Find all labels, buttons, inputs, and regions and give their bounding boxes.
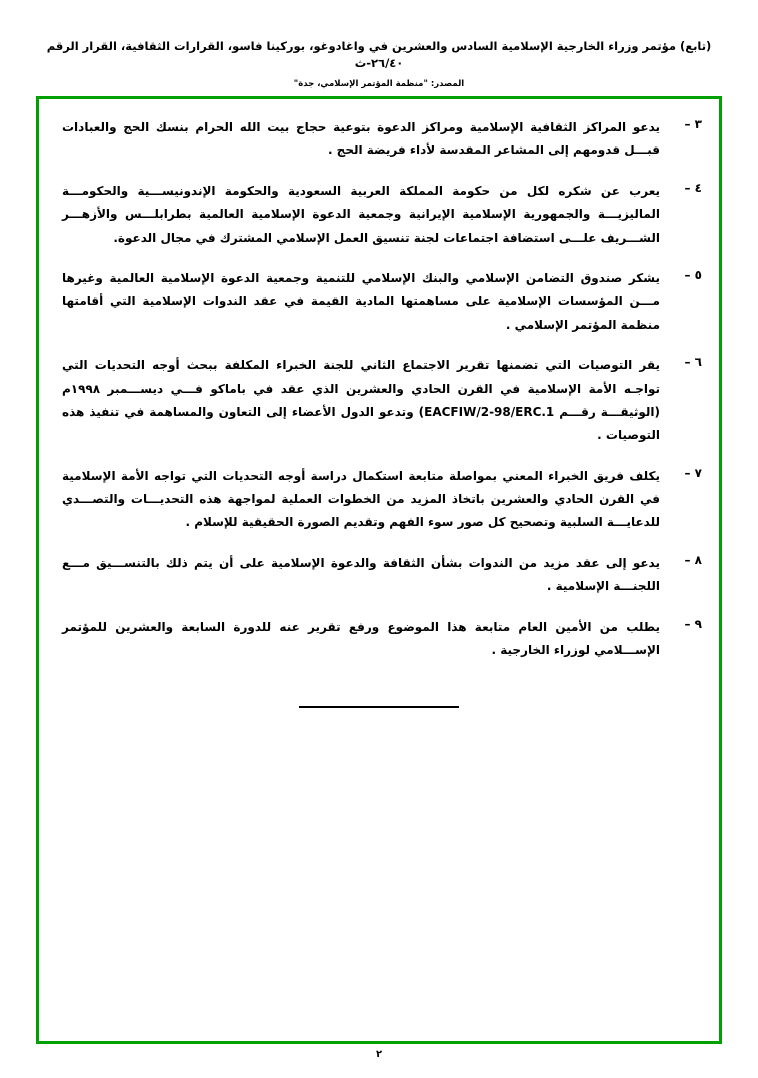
clause-item xyxy=(56,465,702,535)
page-number: ٢ xyxy=(375,1049,383,1060)
page-footer xyxy=(0,1049,758,1060)
clause-text: يدعو إلى عقد مزيد من الندوات بشأن الثقافة والدعوة الإسلامية على أن يتم ذلك بالتنســـيق مـــع اللجنـــة الإسلامية . xyxy=(62,555,660,594)
clause-item xyxy=(56,267,702,337)
horizontal-rule xyxy=(299,706,459,708)
clause-item xyxy=(56,552,702,599)
clause-text: يعرب عن شكره لكل من حكومة المملكة العربية السعودية والحكومة الإندونيســـية والحكومـــة الماليزيـــة والجمهورية الإسلامية الإيرانية وجمعية الدعوة الإسلامية العالمية بطرابلـــس والأزهـــر الشـــريف علـــى استضافة اجتماعات لجنة تنسيق العمل الإسلامي المشترك في مجال الدعوة. xyxy=(62,183,660,245)
page-header xyxy=(40,38,718,89)
clause-item xyxy=(56,180,702,250)
clause-text: يكلف فريق الخبراء المعني بمواصلة متابعة استكمال دراسة أوجه التحديات التي تواجه الأمة الإسلامية في القرن الحادي والعشرين باتخاذ المزيد من الخطوات العملية لمواجهة هذه التحديـــات والتصـــدي للدعايـــة السلبية وتصحيح كل صور سوء الفهم وتقديم الصورة الحقيقية للإسلام . xyxy=(62,468,660,530)
clause-number: ٧ – xyxy=(684,465,702,480)
clause-text-mixed xyxy=(56,354,660,448)
clause-item xyxy=(56,116,702,163)
clause-number: ٥ – xyxy=(684,267,702,282)
clause-text: يدعو المراكز الثقافية الإسلامية ومراكز الدعوة بتوعية حجاج بيت الله الحرام بنسك الحج والعبادات قبـــل قدومهم إلى المشاعر المقدسة لأداء فريضة الحج . xyxy=(62,120,660,158)
clause-text-before: يقر التوصيات التي تضمنها تقرير الاجتماع الثاني للجنة الخبراء المكلفة ببحث أوجه التحديات التي تواجـه الأمة الإسلامية في القرن الحادي والعشرين الذي عقد في باماكو فـــي ديســـمبر ١٩٩٨م (الوثيقـــة رقـــم xyxy=(62,358,661,419)
clause-text-after: ) وتدعو الدول الأعضاء إلى التعاون والمساهمة في تنفيذ هذه التوصيات . xyxy=(62,404,660,443)
clause-text: يطلب من الأمين العام متابعة هذا الموضوع ورفع تقرير عنه للدورة السابعة والعشرين للمؤتمر الإســـلامي لوزراء الخارجية . xyxy=(62,619,660,658)
clause-number: ٦ – xyxy=(684,355,702,370)
header-title: (تابع) مؤتمر وزراء الخارجية الإسلامية السادس والعشرين في واغادوغو، بوركينا فاسو، القرارات الثقافية، القرار الرقم ٢٦/٤٠-ث xyxy=(46,39,712,71)
clause-text: يشكر صندوق التضامن الإسلامي والبنك الإسلامي للتنمية وجمعية الدعوة الإسلامية العالمية وغيرها مـــن المؤسسات الإسلامية على مساهمتها المادية القيمة في عقد الندوات الإسلامية التي أقامتها منظمة المؤتمر الإسلامي . xyxy=(62,270,660,332)
document-body xyxy=(56,116,702,708)
clause-number: ٩ – xyxy=(684,616,702,631)
header-source: المصدر: "منظمة المؤتمر الإسلامي، جدة" xyxy=(293,78,465,89)
clause-number: ٨ – xyxy=(684,552,702,567)
clause-item xyxy=(56,616,702,663)
clause-item xyxy=(56,354,702,448)
clause-number: ٤ – xyxy=(684,180,702,195)
document-reference-code: EACFIW/2-98/ERC.1 xyxy=(424,404,555,419)
section-separator xyxy=(56,706,702,708)
clause-number: ٣ – xyxy=(684,117,702,131)
